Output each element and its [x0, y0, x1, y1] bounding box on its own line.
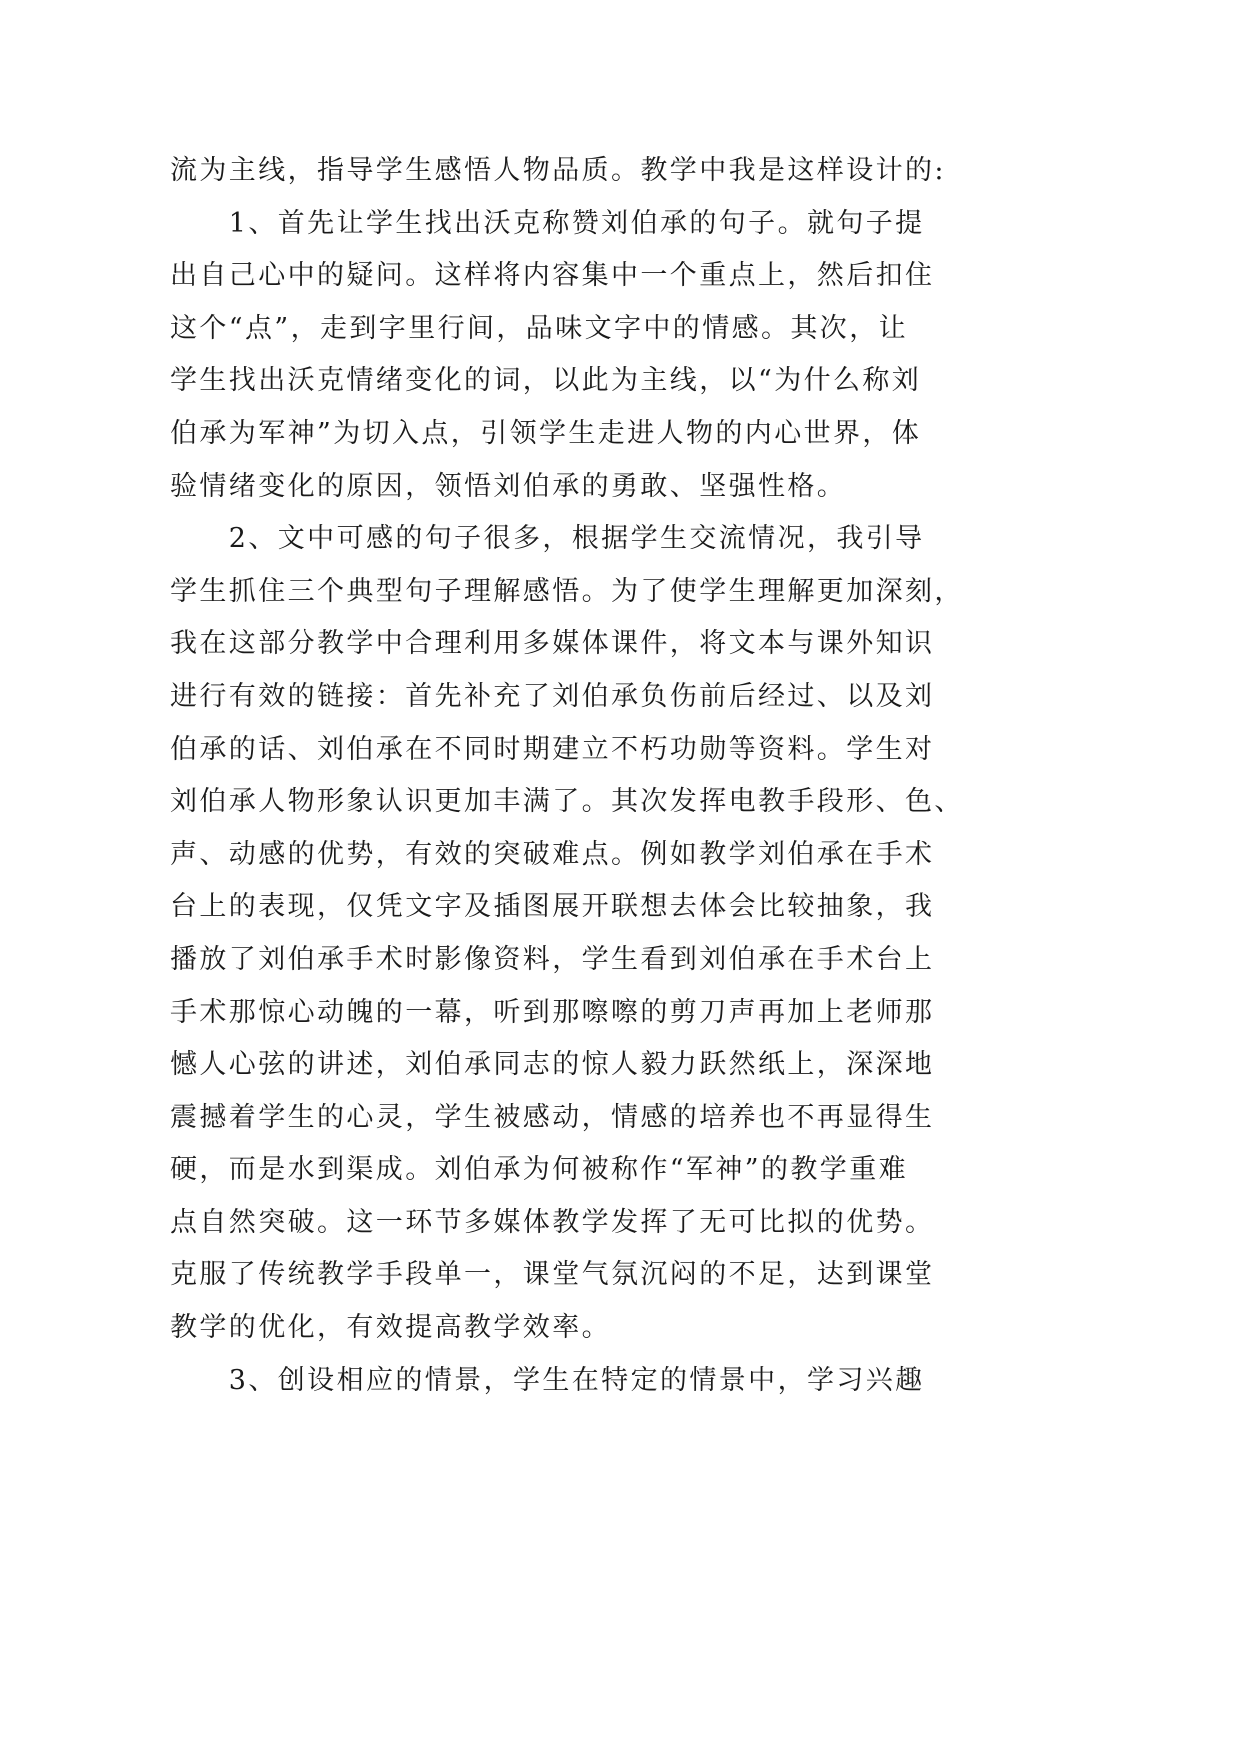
text-line: 教学的优化，有效提高教学效率。 [170, 1312, 611, 1344]
text-line: 播放了刘伯承手术时影像资料，学生看到刘伯承在手术台上 [170, 943, 935, 975]
text-line: 学生找出沃克情绪变化的词，以此为主线，以“为什么称刘 [170, 365, 922, 397]
text-line: 台上的表现，仅凭文字及插图展开联想去体会比较抽象，我 [170, 891, 935, 923]
text-line: 声、动感的优势，有效的突破难点。例如教学刘伯承在手术 [170, 838, 935, 870]
text-line: 2、文中可感的句子很多，根据学生交流情况，我引导 [170, 523, 925, 555]
text-line: 进行有效的链接：首先补充了刘伯承负伤前后经过、以及刘 [170, 680, 935, 712]
text-line: 1、首先让学生找出沃克称赞刘伯承的句子。就句子提 [170, 207, 925, 239]
text-line: 出自己心中的疑问。这样将内容集中一个重点上，然后扣住 [170, 260, 935, 292]
text-line: 憾人心弦的讲述，刘伯承同志的惊人毅力跃然纸上，深深地 [170, 1049, 935, 1081]
text-line: 震撼着学生的心灵，学生被感动，情感的培养也不再显得生 [170, 1101, 935, 1133]
text-line: 手术那惊心动魄的一幕，听到那嚓嚓的剪刀声再加上老师那 [170, 996, 935, 1028]
text-line: 克服了传统教学手段单一，课堂气氛沉闷的不足，达到课堂 [170, 1259, 935, 1291]
text-line: 我在这部分教学中合理利用多媒体课件，将文本与课外知识 [170, 628, 935, 660]
body-text [170, 145, 964, 1407]
text-line: 这个“点”，走到字里行间，品味文字中的情感。其次，让 [170, 312, 909, 344]
text-line: 点自然突破。这一环节多媒体教学发挥了无可比拟的优势。 [170, 1206, 935, 1238]
text-line: 硬，而是水到渠成。刘伯承为何被称作“军神”的教学重难 [170, 1154, 909, 1186]
text-line: 验情绪变化的原因，领悟刘伯承的勇敢、坚强性格。 [170, 470, 847, 502]
text-line: 刘伯承人物形象认识更加丰满了。其次发挥电教手段形、色、 [170, 786, 964, 818]
text-line: 流为主线，指导学生感悟人物品质。教学中我是这样设计的: [170, 155, 946, 186]
text-line: 伯承的话、刘伯承在不同时期建立不朽功勋等资料。学生对 [170, 733, 935, 765]
text-line: 学生抓住三个典型句子理解感悟。为了使学生理解更加深刻， [170, 575, 964, 607]
text-line: 3、创设相应的情景，学生在特定的情景中，学习兴趣 [170, 1364, 925, 1396]
text-line: 伯承为军神”为切入点，引领学生走进人物的内心世界，体 [170, 417, 922, 449]
